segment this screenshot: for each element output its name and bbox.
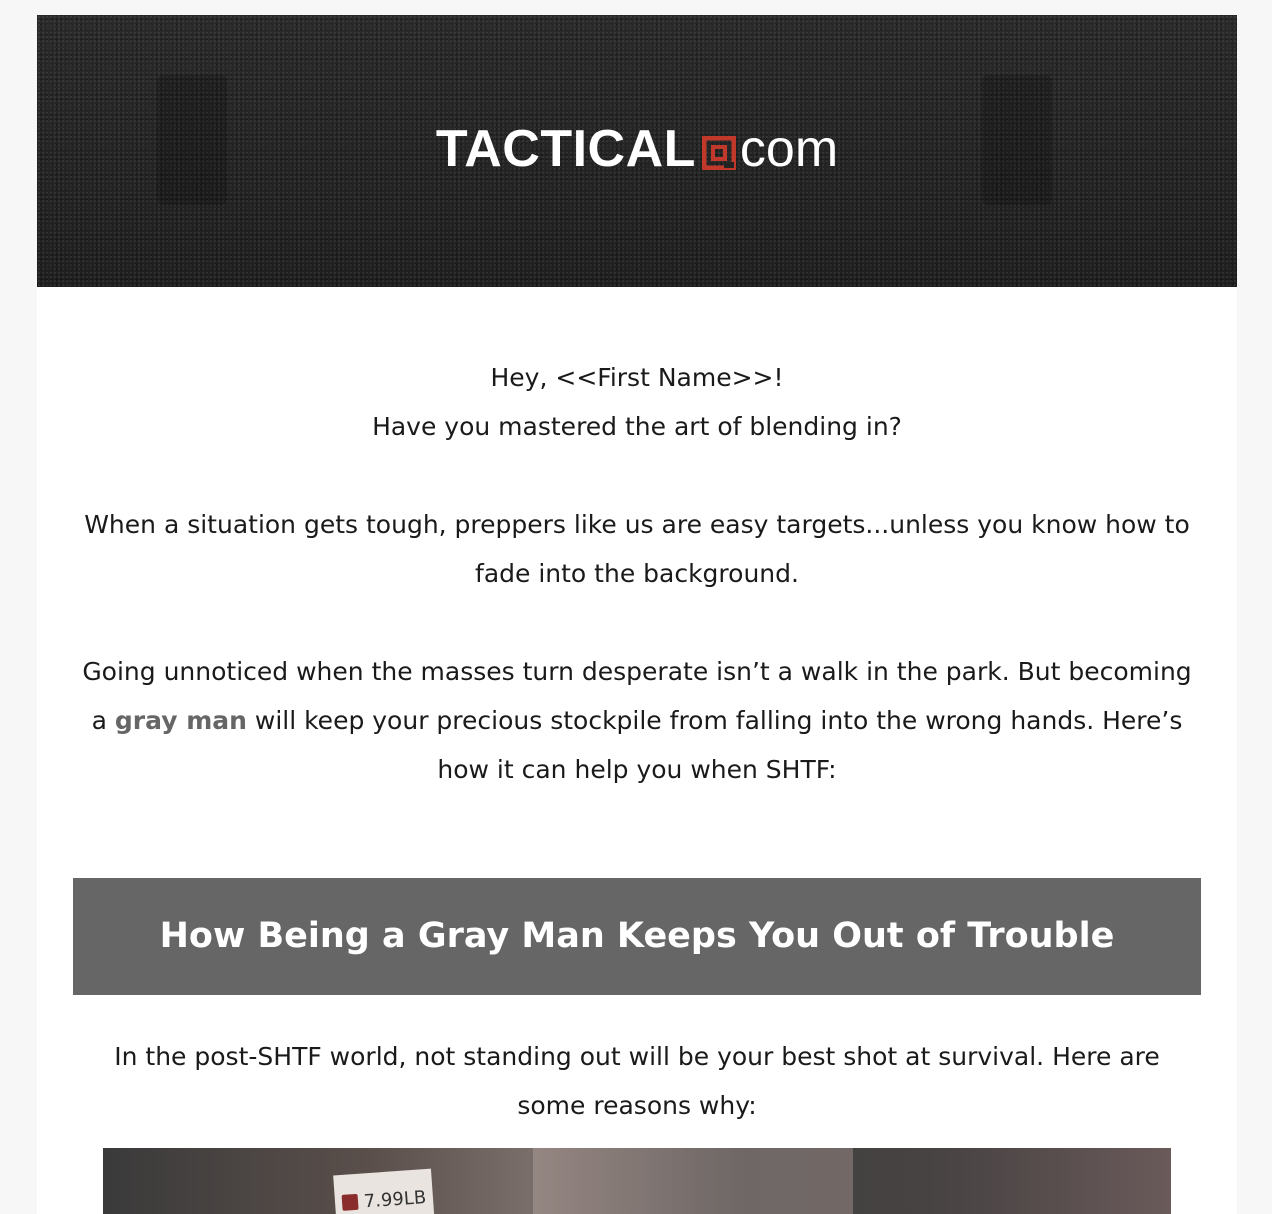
gray-man-paragraph	[77, 647, 1197, 794]
price-tag-text: 7.99LB	[363, 1186, 427, 1212]
paragraph-text: Going unnoticed when the masses turn desperate isn’t a walk in the park. But becoming a	[82, 657, 1192, 735]
greeting-question: Have you mastered the art of blending in?	[372, 412, 902, 441]
section-heading-bar	[73, 878, 1201, 995]
price-tag	[333, 1169, 435, 1214]
tactical-logo[interactable]	[37, 119, 1237, 179]
section-intro-paragraph: In the post-SHTF world, not standing out will be your best shot at survival. Here are some reasons why:	[114, 1042, 1160, 1120]
photo-shelf-highlight	[533, 1148, 853, 1214]
paragraph-text: will keep your precious stockpile from falling into the wrong hands. Here’s how it can help you when SHTF:	[246, 706, 1183, 784]
section-title: How Being a Gray Man Keeps You Out of Trouble	[159, 916, 1115, 956]
logo-domain: com	[739, 120, 839, 178]
gray-man-link[interactable]: gray man	[114, 706, 247, 735]
greeting-block	[77, 353, 1197, 451]
grocery-shelf-photo[interactable]	[103, 1148, 1171, 1214]
intro-paragraph: When a situation gets tough, preppers like us are easy targets...unless you know how to fade into the background.	[84, 510, 1190, 588]
at-sign-icon	[702, 136, 736, 170]
email-body	[37, 15, 1237, 1214]
price-tag-icon	[341, 1194, 358, 1211]
greeting-line: Hey, <<First Name>>!	[490, 363, 784, 392]
logo-word: TACTICAL	[435, 120, 696, 178]
header-banner	[37, 15, 1237, 287]
